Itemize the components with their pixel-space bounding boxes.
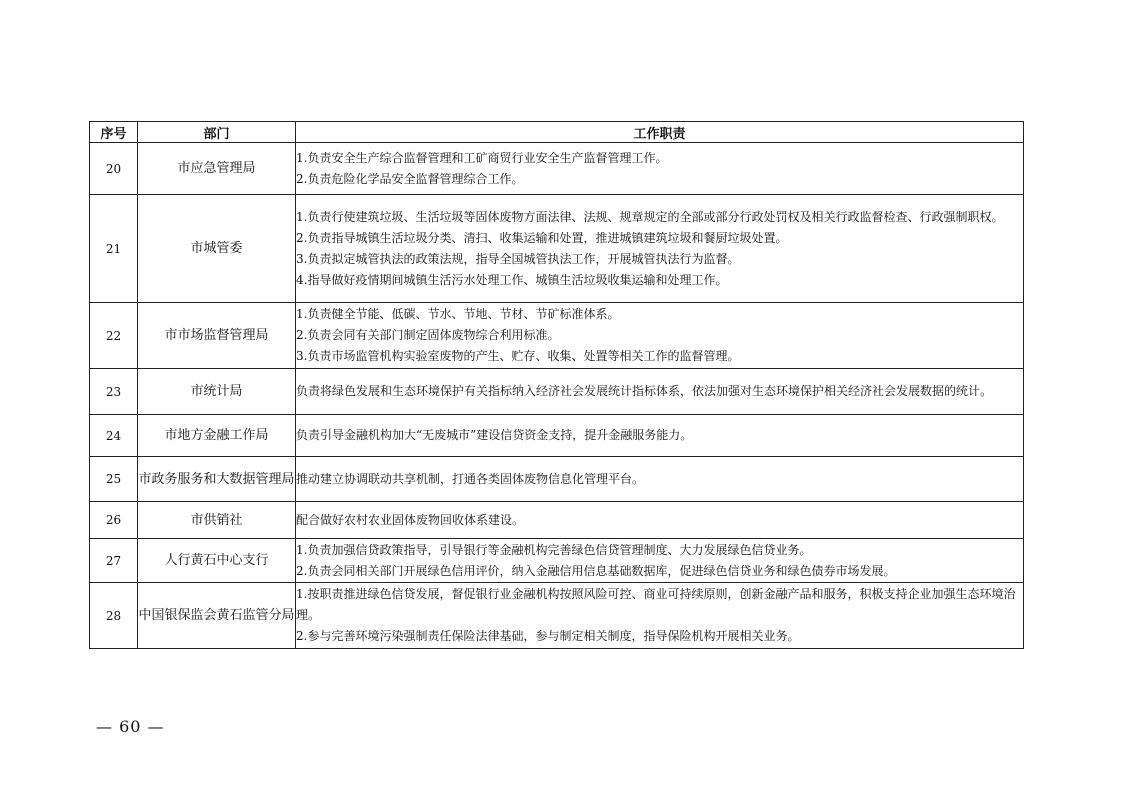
row-no: 27 (90, 539, 138, 583)
table-row (90, 303, 1024, 369)
row-duty (296, 583, 1024, 649)
row-no: 25 (90, 457, 138, 502)
duty-line: 2.负责会同相关部门开展绿色信用评价，纳入金融信用信息基础数据库，促进绿色信贷业务和绿色债券市场发展。 (296, 563, 896, 578)
header-duty: 工作职责 (296, 122, 1024, 143)
table-header-row (90, 122, 1024, 143)
row-duty (296, 415, 1024, 457)
duty-line: 3.负责市场监管机构实验室废物的产生、贮存、收集、处置等相关工作的监督管理。 (296, 349, 740, 363)
row-no: 26 (90, 502, 138, 539)
duty-line: 1.负责安全生产综合监督管理和工矿商贸行业安全生产监督管理工作。 (296, 150, 668, 165)
row-duty (296, 502, 1024, 539)
table-row (90, 415, 1024, 457)
row-dept: 市统计局 (138, 369, 296, 415)
duty-table (89, 121, 1024, 649)
table-row (90, 502, 1024, 539)
row-no: 22 (90, 303, 138, 369)
duty-line: 2.参与完善环境污染强制责任保险法律基础，参与制定相关制度，指导保险机构开展相关业务。 (296, 629, 800, 643)
row-dept: 市地方金融工作局 (138, 415, 296, 457)
table-row (90, 583, 1024, 649)
duty-line: 负责引导金融机构加大“无废城市”建设信贷资金支持，提升金融服务能力。 (296, 428, 693, 442)
row-dept: 中国银保监会黄石监管分局 (138, 583, 296, 649)
duty-line: 推动建立协调联动共享机制，打通各类固体废物信息化管理平台。 (296, 471, 645, 486)
page-number: — 60 — (96, 717, 165, 736)
row-dept: 市市场监督管理局 (138, 303, 296, 369)
row-duty (296, 143, 1024, 195)
row-dept: 市供销社 (138, 502, 296, 539)
row-duty (296, 303, 1024, 369)
table-row (90, 457, 1024, 502)
duty-line: 配合做好农村农业固体废物回收体系建设。 (296, 512, 525, 527)
row-dept: 市应急管理局 (138, 143, 296, 195)
row-dept: 市政务服务和大数据管理局 (138, 457, 296, 502)
row-duty (296, 369, 1024, 415)
duty-line: 负责将绿色发展和生态环境保护有关指标纳入经济社会发展统计指标体系，依法加强对生态环境保护相关经济社会发展数据的统计。 (296, 384, 993, 398)
row-no: 28 (90, 583, 138, 649)
table-row (90, 195, 1024, 303)
header-no: 序号 (90, 122, 138, 143)
duty-line: 1.负责加强信贷政策指导，引导银行等金融机构完善绿色信贷管理制度、大力发展绿色信贷业务。 (296, 542, 812, 557)
row-duty (296, 195, 1024, 303)
row-duty (296, 539, 1024, 583)
row-duty (296, 457, 1024, 502)
table-row (90, 539, 1024, 583)
duty-line: 1.负责健全节能、低碳、节水、节地、节材、节矿标准体系。 (296, 307, 620, 321)
duty-line: 3.负责拟定城管执法的政策法规，指导全国城管执法工作，开展城管执法行为监督。 (296, 251, 740, 266)
duty-line: 1.按职责推进绿色信贷发展，督促银行业金融机构按照风险可控、商业可持续原则，创新金融产品和服务，积极支持企业加强生态环境治理。 (296, 587, 1016, 622)
duty-line: 4.指导做好疫情期间城镇生活污水处理工作、城镇生活垃圾收集运输和处理工作。 (296, 272, 728, 287)
row-no: 20 (90, 143, 138, 195)
table-row (90, 143, 1024, 195)
header-dept: 部门 (138, 122, 296, 143)
duty-line: 2.负责会同有关部门制定固体废物综合利用标准。 (296, 328, 560, 342)
row-dept: 人行黄石中心支行 (138, 539, 296, 583)
duty-line: 2.负责危险化学品安全监督管理综合工作。 (296, 171, 524, 186)
row-no: 24 (90, 415, 138, 457)
row-dept: 市城管委 (138, 195, 296, 303)
duty-line: 1.负责行使建筑垃圾、生活垃圾等固体废物方面法律、法规、规章规定的全部或部分行政处罚权及相关行政监督检查、行政强制职权。 (296, 209, 1004, 224)
row-no: 21 (90, 195, 138, 303)
row-no: 23 (90, 369, 138, 415)
duty-line: 2.负责指导城镇生活垃圾分类、清扫、收集运输和处置，推进城镇建筑垃圾和餐厨垃圾处置。 (296, 230, 788, 245)
table-row (90, 369, 1024, 415)
